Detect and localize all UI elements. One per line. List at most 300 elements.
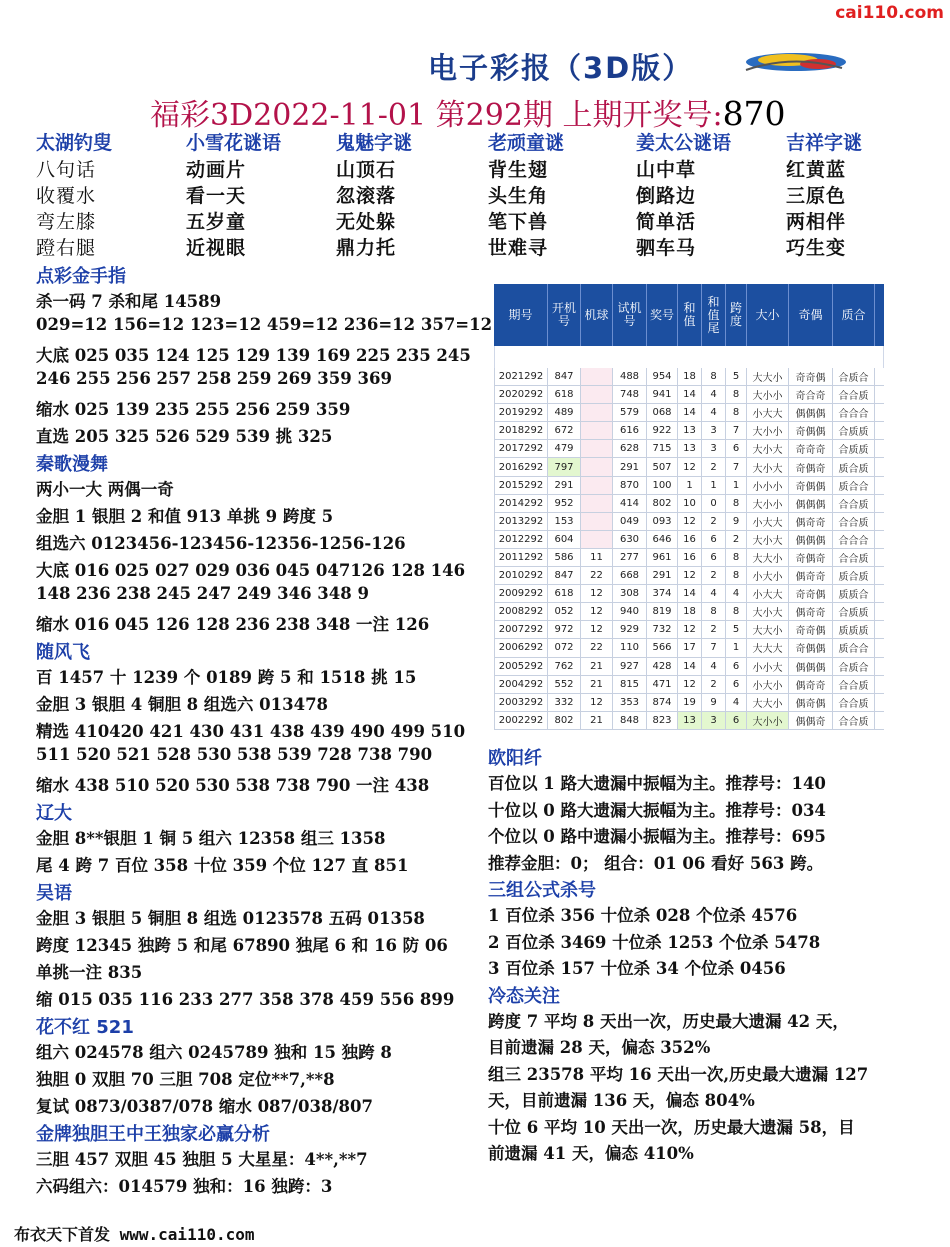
text-line: 缩水 016 045 126 128 236 238 348 一注 126	[36, 615, 430, 634]
table-cell: 646	[647, 531, 678, 548]
table-cell: 21	[581, 676, 613, 693]
table-cell: 2005292	[494, 658, 548, 675]
text-line: 六码组六：014579 独和：16 独跨：3	[36, 1177, 333, 1196]
table-cell: 153	[548, 513, 581, 530]
table-row	[494, 440, 884, 458]
table-row	[494, 422, 884, 440]
table-row	[494, 477, 884, 495]
table-cell: 2	[702, 567, 726, 584]
table-cell: 2	[702, 513, 726, 530]
table-cell: 大小小	[747, 495, 789, 512]
table-cell: 偶偶偶	[789, 404, 833, 421]
section-title: 三组公式杀号	[488, 880, 596, 901]
table-cell: 2004292	[494, 676, 548, 693]
table-cell: 8	[726, 495, 747, 512]
text-line: 前遗漏 41 天，偏态 410%	[488, 1144, 694, 1163]
riddle-item: 两相伴	[786, 211, 847, 233]
table-cell: 合合质	[833, 549, 875, 566]
table-cell: 6	[726, 712, 747, 729]
table-cell: 大小大	[747, 440, 789, 457]
table-cell: 奇偶偶	[789, 422, 833, 439]
table-cell: 489	[548, 404, 581, 421]
table-cell: 049	[613, 513, 647, 530]
table-cell: 847	[548, 567, 581, 584]
table-cell: 7	[726, 458, 747, 475]
riddle-item: 无处躲	[336, 211, 397, 233]
table-cell: 2014292	[494, 495, 548, 512]
table-cell: 618	[548, 386, 581, 403]
table-cell: 21	[581, 712, 613, 729]
table-cell: 819	[647, 603, 678, 620]
text-line: 十位 6 平均 10 天出一次，历史最大遗漏 58，目	[488, 1117, 855, 1137]
table-cell: 4	[702, 386, 726, 403]
table-cell: 6	[726, 658, 747, 675]
text-line: 组选六 0123456-123456-12356-1256-126	[36, 534, 406, 553]
table-cell: 8	[702, 603, 726, 620]
table-cell	[581, 458, 613, 475]
table-cell: 1	[678, 477, 702, 494]
table-cell: 17	[678, 639, 702, 656]
riddle-column	[186, 128, 281, 259]
riddle-item: 收覆水	[36, 185, 97, 207]
table-row	[494, 549, 884, 567]
table-cell: 618	[548, 585, 581, 602]
table-cell: 2	[702, 621, 726, 638]
table-cell: 941	[647, 386, 678, 403]
column-header: 试机号	[613, 284, 647, 346]
table-cell: 12	[581, 694, 613, 711]
table-cell	[581, 477, 613, 494]
table-cell: 12	[678, 458, 702, 475]
text-line: 金胆 3 银胆 5 铜胆 8 组选 0123578 五码 01358	[36, 909, 425, 928]
table-row	[494, 639, 884, 657]
column-header: 奇偶	[789, 284, 833, 346]
table-cell: 9	[726, 513, 747, 530]
table-cell: 277	[613, 549, 647, 566]
table-cell: 2020292	[494, 386, 548, 403]
table-cell: 大小大	[747, 531, 789, 548]
table-cell: 偶奇奇	[789, 676, 833, 693]
text-line: 缩水 025 139 235 255 256 259 359	[36, 400, 351, 419]
table-cell: 大大小	[747, 549, 789, 566]
table-cell: 414	[613, 495, 647, 512]
riddle-item: 巧生变	[786, 237, 847, 259]
table-cell: 质质质	[833, 621, 875, 638]
riddle-column	[336, 128, 412, 259]
text-line: 直选 205 325 526 529 539 挑 325	[36, 427, 333, 446]
table-cell: 954	[647, 368, 678, 385]
table-row	[494, 712, 884, 730]
table-cell: 552	[548, 676, 581, 693]
table-cell: 大小小	[747, 712, 789, 729]
table-cell: 8	[726, 549, 747, 566]
table-cell: 13	[678, 712, 702, 729]
riddle-title: 吉祥字谜	[786, 132, 863, 154]
table-cell: 奇偶奇	[789, 458, 833, 475]
table-cell: 13	[678, 422, 702, 439]
table-cell: 合合质	[833, 676, 875, 693]
riddle-title: 姜太公谜语	[636, 132, 732, 154]
table-row	[494, 694, 884, 712]
table-cell: 068	[647, 404, 678, 421]
table-cell: 4	[702, 585, 726, 602]
section-title: 秦歌漫舞	[36, 454, 108, 475]
table-cell: 11	[581, 549, 613, 566]
table-cell: 偶偶奇	[789, 712, 833, 729]
text-line: 尾 4 跨 7 百位 358 十位 359 个位 127 直 851	[36, 856, 409, 875]
table-cell: 合合质	[833, 495, 875, 512]
table-cell: 732	[647, 621, 678, 638]
table-cell: 18	[678, 368, 702, 385]
last-draw-number: 870	[722, 94, 786, 133]
table-cell: 952	[548, 495, 581, 512]
table-cell: 大大小	[747, 621, 789, 638]
table-cell: 2018292	[494, 422, 548, 439]
table-cell: 2015292	[494, 477, 548, 494]
text-line: 大底 016 025 027 029 036 045 047126 128 146	[36, 561, 466, 580]
table-cell: 合质质	[833, 422, 875, 439]
site-watermark: cai110.com	[835, 3, 944, 23]
text-line: 百 1457 十 1239 个 0189 跨 5 和 1518 挑 15	[36, 668, 417, 687]
riddle-item: 鼎力托	[336, 237, 397, 259]
text-line: 百位以 1 路大遗漏中振幅为主。推荐号：140	[488, 774, 826, 793]
table-cell	[581, 440, 613, 457]
table-cell: 质质合	[833, 585, 875, 602]
table-cell: 14	[678, 386, 702, 403]
logo-image	[738, 40, 848, 82]
table-cell: 0	[702, 495, 726, 512]
riddle-column	[636, 128, 731, 259]
table-cell: 616	[613, 422, 647, 439]
issue-text: 福彩3D2022-11-01 第292期 上期开奖号:	[150, 98, 723, 133]
table-cell: 823	[647, 712, 678, 729]
text-line: 246 255 256 257 258 259 269 359 369	[36, 369, 392, 388]
riddle-item: 山中草	[636, 159, 697, 181]
table-cell: 大大小	[747, 368, 789, 385]
table-cell: 052	[548, 603, 581, 620]
table-cell: 偶奇偶	[789, 694, 833, 711]
table-cell: 110	[613, 639, 647, 656]
riddle-item: 背生翅	[488, 159, 549, 181]
riddle-item: 三原色	[786, 185, 847, 207]
riddle-item: 红黄蓝	[786, 159, 847, 181]
history-table-header	[494, 284, 884, 346]
riddle-item: 山顶石	[336, 159, 397, 181]
table-cell: 22	[581, 639, 613, 656]
table-cell	[581, 495, 613, 512]
table-cell: 815	[613, 676, 647, 693]
riddle-item: 忽滚落	[336, 185, 397, 207]
column-header: 开机号	[548, 284, 581, 346]
riddle-title: 鬼魅字谜	[336, 132, 413, 154]
table-cell: 12	[581, 603, 613, 620]
table-cell: 6	[702, 549, 726, 566]
table-cell: 2	[702, 458, 726, 475]
table-cell: 579	[613, 404, 647, 421]
table-cell: 12	[678, 621, 702, 638]
table-cell	[581, 513, 613, 530]
table-cell: 929	[613, 621, 647, 638]
table-cell: 小大大	[747, 585, 789, 602]
table-cell: 奇奇偶	[789, 585, 833, 602]
table-cell: 8	[702, 368, 726, 385]
table-cell: 604	[548, 531, 581, 548]
text-line: 2 百位杀 3469 十位杀 1253 个位杀 5478	[488, 932, 821, 952]
table-row	[494, 458, 884, 476]
table-cell: 大小大	[747, 458, 789, 475]
table-cell: 质合质	[833, 458, 875, 475]
riddle-item: 简单活	[636, 211, 697, 233]
table-cell: 12	[581, 621, 613, 638]
text-line: 511 520 521 528 530 538 539 728 738 790	[36, 745, 433, 764]
text-line: 金胆 8**银胆 1 铜 5 组六 12358 组三 1358	[36, 829, 386, 848]
riddle-column	[488, 128, 564, 259]
text-line: 缩水 438 510 520 530 538 738 790 一注 438	[36, 776, 430, 795]
table-cell: 奇偶偶	[789, 639, 833, 656]
text-line: 目前遗漏 28 天，偏态 352%	[488, 1038, 711, 1057]
table-row	[494, 621, 884, 639]
table-cell: 093	[647, 513, 678, 530]
riddle-item: 弯左膝	[36, 211, 97, 233]
table-cell	[581, 368, 613, 385]
table-cell: 291	[548, 477, 581, 494]
history-table-body	[494, 368, 884, 730]
text-line: 组三 23578 平均 16 天出一次,历史最大遗漏 127	[488, 1064, 869, 1084]
text-line: 1 百位杀 356 十位杀 028 个位杀 4576	[488, 906, 798, 925]
text-line: 十位以 0 路大遗漏大振幅为主。推荐号：034	[488, 800, 826, 820]
table-cell: 2	[702, 676, 726, 693]
table-cell: 小大大	[747, 404, 789, 421]
table-cell: 质合质	[833, 567, 875, 584]
column-header: 奖号	[647, 284, 678, 346]
table-cell: 合合质	[833, 513, 875, 530]
text-line: 029=12 156=12 123=12 459=12 236=12 357=12	[36, 315, 493, 334]
table-cell: 4	[702, 404, 726, 421]
text-line: 金胆 3 银胆 4 铜胆 8 组选六 013478	[36, 695, 329, 714]
table-cell: 940	[613, 603, 647, 620]
table-cell: 748	[613, 386, 647, 403]
table-cell: 合质合	[833, 368, 875, 385]
table-cell: 2008292	[494, 603, 548, 620]
text-line: 天，目前遗漏 136 天，偏态 804%	[488, 1091, 755, 1110]
table-cell: 847	[548, 368, 581, 385]
table-cell: 偶偶偶	[789, 658, 833, 675]
section-title: 金牌独胆王中王独家必赢分析	[36, 1124, 270, 1145]
table-cell: 偶奇奇	[789, 603, 833, 620]
table-cell: 22	[581, 567, 613, 584]
table-cell: 大大小	[747, 694, 789, 711]
text-line: 跨度 12345 独跨 5 和尾 67890 独尾 6 和 16 防 06	[36, 936, 448, 955]
riddle-title: 老顽童谜	[488, 132, 565, 154]
table-cell: 507	[647, 458, 678, 475]
table-cell: 870	[613, 477, 647, 494]
column-header: 期号	[494, 284, 548, 346]
table-cell: 小小小	[747, 477, 789, 494]
table-cell: 7	[702, 639, 726, 656]
riddle-item: 头生角	[488, 185, 549, 207]
table-cell: 291	[613, 458, 647, 475]
section-title: 欧阳纤	[488, 748, 542, 769]
table-cell	[581, 422, 613, 439]
table-cell: 874	[647, 694, 678, 711]
table-cell: 072	[548, 639, 581, 656]
table-cell: 14	[678, 658, 702, 675]
riddle-title: 小雪花谜语	[186, 132, 282, 154]
table-row	[494, 368, 884, 386]
table-cell: 927	[613, 658, 647, 675]
text-line: 缩 015 035 116 233 277 358 378 459 556 899	[36, 990, 455, 1009]
table-cell: 2006292	[494, 639, 548, 656]
table-cell: 5	[726, 368, 747, 385]
table-row	[494, 603, 884, 621]
table-cell: 奇偶偶	[789, 477, 833, 494]
column-header: 跨度	[726, 284, 747, 346]
table-cell: 质合合	[833, 639, 875, 656]
table-cell: 14	[678, 404, 702, 421]
table-cell: 12	[678, 567, 702, 584]
table-cell: 332	[548, 694, 581, 711]
table-cell: 小大小	[747, 676, 789, 693]
table-cell: 2007292	[494, 621, 548, 638]
table-cell: 2	[726, 531, 747, 548]
history-table-spacer	[494, 346, 884, 368]
table-cell: 合合质	[833, 712, 875, 729]
table-cell: 566	[647, 639, 678, 656]
table-cell: 14	[678, 585, 702, 602]
table-cell: 6	[726, 676, 747, 693]
table-cell: 762	[548, 658, 581, 675]
text-line: 个位以 0 路中遗漏小振幅为主。推荐号：695	[488, 827, 826, 846]
history-table	[494, 284, 884, 730]
table-cell: 308	[613, 585, 647, 602]
table-cell: 合合合	[833, 404, 875, 421]
table-cell: 偶奇奇	[789, 513, 833, 530]
table-cell: 2003292	[494, 694, 548, 711]
table-cell: 大大大	[747, 639, 789, 656]
column-header: 机球	[581, 284, 613, 346]
table-cell: 628	[613, 440, 647, 457]
riddle-item: 倒路边	[636, 185, 697, 207]
text-line: 单挑一注 835	[36, 963, 143, 982]
section-title: 吴语	[36, 883, 72, 904]
table-cell: 291	[647, 567, 678, 584]
table-cell: 471	[647, 676, 678, 693]
table-cell: 2012292	[494, 531, 548, 548]
table-cell: 16	[678, 549, 702, 566]
table-cell: 小小大	[747, 658, 789, 675]
table-cell: 合合质	[833, 694, 875, 711]
table-cell: 大小小	[747, 422, 789, 439]
section-title: 随风飞	[36, 642, 90, 663]
table-cell: 3	[702, 440, 726, 457]
paper-title: 电子彩报（3D版）	[428, 51, 694, 85]
table-cell: 9	[702, 694, 726, 711]
table-row	[494, 676, 884, 694]
text-line: 三胆 457 双胆 45 独胆 5 大星星：4**,**7	[36, 1150, 368, 1169]
table-cell: 6	[726, 440, 747, 457]
table-cell: 10	[678, 495, 702, 512]
table-cell: 16	[678, 531, 702, 548]
table-cell: 3	[702, 712, 726, 729]
riddle-item: 世难寻	[488, 237, 549, 259]
text-line: 大底 025 035 124 125 129 139 169 225 235 245	[36, 346, 471, 365]
table-cell: 2002292	[494, 712, 548, 729]
riddle-item: 五岁童	[186, 211, 247, 233]
table-cell: 小大大	[747, 513, 789, 530]
table-cell: 479	[548, 440, 581, 457]
text-line: 金胆 1 银胆 2 和值 913 单挑 9 跨度 5	[36, 507, 334, 526]
section-title: 点彩金手指	[36, 266, 126, 287]
table-cell: 374	[647, 585, 678, 602]
table-cell: 1	[726, 477, 747, 494]
table-cell: 偶偶偶	[789, 531, 833, 548]
table-cell: 2016292	[494, 458, 548, 475]
table-cell: 848	[613, 712, 647, 729]
table-cell: 奇奇偶	[789, 621, 833, 638]
column-header: 质合	[833, 284, 875, 346]
table-cell: 715	[647, 440, 678, 457]
table-cell: 大小大	[747, 603, 789, 620]
table-cell: 3	[702, 422, 726, 439]
riddle-item: 动画片	[186, 159, 247, 181]
column-header: 大小	[747, 284, 789, 346]
table-row	[494, 658, 884, 676]
table-cell: 合合质	[833, 386, 875, 403]
table-cell: 802	[647, 495, 678, 512]
riddle-item: 笔下兽	[488, 211, 549, 233]
column-header: 和值尾	[702, 284, 726, 346]
table-cell: 合合合	[833, 531, 875, 548]
text-line: 3 百位杀 157 十位杀 34 个位杀 0456	[488, 959, 786, 978]
table-row	[494, 531, 884, 549]
table-cell: 5	[726, 621, 747, 638]
table-cell: 8	[726, 386, 747, 403]
table-cell: 8	[726, 567, 747, 584]
table-cell: 奇奇偶	[789, 368, 833, 385]
table-row	[494, 386, 884, 404]
table-cell: 100	[647, 477, 678, 494]
table-cell	[581, 386, 613, 403]
table-cell: 630	[613, 531, 647, 548]
table-cell: 2019292	[494, 404, 548, 421]
table-cell: 奇合奇	[789, 386, 833, 403]
table-cell: 奇偶奇	[789, 549, 833, 566]
riddle-column	[786, 128, 862, 259]
table-cell: 488	[613, 368, 647, 385]
riddle-title: 太湖钓叟	[36, 132, 113, 154]
table-cell: 797	[548, 458, 581, 475]
table-cell: 21	[581, 658, 613, 675]
table-cell: 961	[647, 549, 678, 566]
table-cell: 922	[647, 422, 678, 439]
table-cell: 13	[678, 440, 702, 457]
table-cell: 合质合	[833, 658, 875, 675]
table-cell: 8	[726, 603, 747, 620]
riddle-item: 近视眼	[186, 237, 247, 259]
table-cell: 7	[726, 422, 747, 439]
table-cell: 合质质	[833, 603, 875, 620]
table-cell: 2009292	[494, 585, 548, 602]
table-row	[494, 495, 884, 513]
table-cell: 18	[678, 603, 702, 620]
table-cell: 合质质	[833, 440, 875, 457]
table-cell	[581, 404, 613, 421]
table-cell: 586	[548, 549, 581, 566]
table-cell: 2021292	[494, 368, 548, 385]
text-line: 独胆 0 双胆 70 三胆 708 定位**7,**8	[36, 1070, 335, 1089]
text-line: 148 236 238 245 247 249 346 348 9	[36, 584, 369, 603]
table-cell: 2011292	[494, 549, 548, 566]
